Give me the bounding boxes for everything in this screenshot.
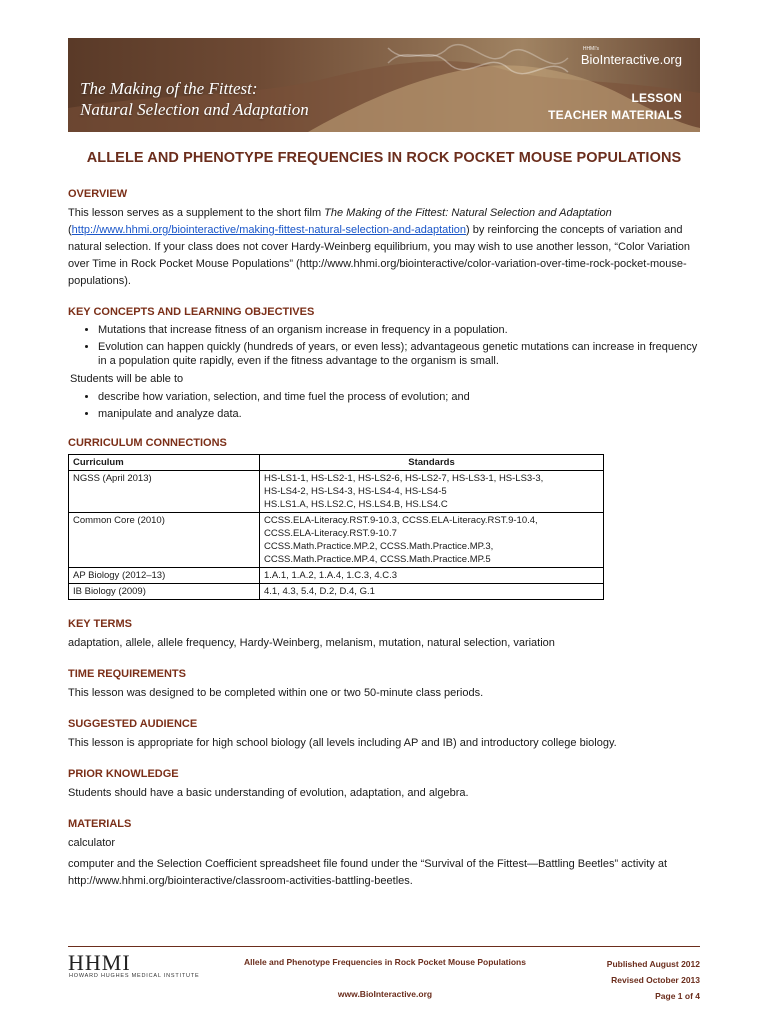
- standards-line: 4.1, 4.3, 5.4, D.2, D.4, G.1: [264, 586, 375, 597]
- overview-text-a: This lesson serves as a supplement to the short film: [68, 207, 325, 219]
- table-row: [69, 568, 604, 584]
- audience-text: This lesson is appropriate for high school biology (all levels including AP and IB) and introductory college biology.: [68, 737, 617, 749]
- footer-url[interactable]: www.BioInteractive.org: [337, 989, 433, 999]
- footer-publication-info: [607, 956, 700, 1004]
- lesson-label-line1: LESSON: [631, 91, 682, 105]
- footer-document-title: Allele and Phenotype Frequencies in Rock Pocket Mouse Populations: [244, 957, 526, 967]
- hhmi-logo-subtitle: HOWARD HUGHES MEDICAL INSTITUTE: [69, 973, 200, 979]
- page-number: Page 1 of 4: [655, 991, 700, 1001]
- logo-small-text: HHMI's: [582, 46, 600, 52]
- banner-title: [80, 78, 309, 120]
- materials-line1: calculator: [68, 837, 116, 849]
- column-header-curriculum: Curriculum: [69, 455, 260, 471]
- standards-cell: [260, 471, 604, 513]
- standards-line: CCSS.ELA-Literacy.RST.9-10.7: [264, 528, 397, 539]
- prior-knowledge-heading: PRIOR KNOWLEDGE: [68, 768, 179, 780]
- table-row: [69, 513, 604, 568]
- page-title: ALLELE AND PHENOTYPE FREQUENCIES IN ROCK POCKET MOUSE POPULATIONS: [86, 150, 682, 166]
- standards-line: 1.A.1, 1.A.2, 1.A.4, 1.C.3, 4.C.3: [264, 570, 398, 581]
- audience-heading: SUGGESTED AUDIENCE: [68, 718, 198, 730]
- time-text: This lesson was designed to be completed within one or two 50-minute class periods.: [68, 687, 484, 699]
- standards-line: HS.LS1.A, HS.LS2.C, HS.LS4.B, HS.LS4.C: [264, 499, 448, 510]
- header-banner: [68, 38, 700, 132]
- footer-divider: [68, 946, 700, 947]
- overview-text-c: ) by reinforcing the concepts of variation and natural selection. If your class does not cover Hardy-Weinberg equilibrium, you may wish to use another lesson, “Color Variation over Time in Rock Pocket Mouse Populations”: [68, 224, 690, 270]
- standards-line: CCSS.Math.Practice.MP.4, CCSS.Math.Practice.MP.5: [264, 554, 491, 565]
- curriculum-name: AP Biology (2012–13): [69, 568, 260, 584]
- hhmi-logo: HHMI: [68, 950, 131, 975]
- standards-line: CCSS.Math.Practice.MP.2, CCSS.Math.Practice.MP.3,: [264, 541, 494, 552]
- standards-line: CCSS.ELA-Literacy.RST.9-10.3, CCSS.ELA-Literacy.RST.9-10.4,: [264, 515, 538, 526]
- curriculum-name: IB Biology (2009): [69, 584, 260, 600]
- lesson-label-line2: TEACHER MATERIALS: [548, 108, 682, 122]
- curriculum-table: [68, 454, 604, 600]
- key-terms-text: adaptation, allele, allele frequency, Hardy-Weinberg, melanism, mutation, natural selection, variation: [68, 637, 555, 649]
- curriculum-name: NGSS (April 2013): [69, 471, 260, 513]
- curriculum-name: Common Core (2010): [69, 513, 260, 568]
- lesson-label: [548, 90, 682, 124]
- list-item: • describe how variation, selection, and time fuel the process of evolution; and: [98, 390, 700, 404]
- column-header-standards: Standards: [260, 455, 604, 471]
- standards-line: HS-LS4-2, HS-LS4-3, HS-LS4-4, HS-LS4-5: [264, 486, 447, 497]
- key-terms-heading: KEY TERMS: [68, 618, 132, 630]
- materials-line2: computer and the Selection Coefficient spreadsheet file found under the “Survival of the Fittest—Battling Beetles” activity at http://www.hhmi.org/biointeractive/classroom-activities-battling-beetles.: [68, 858, 668, 887]
- key-concepts-list: [68, 323, 700, 368]
- list-item: • Mutations that increase fitness of an organism increase in frequency in a population.: [98, 323, 700, 337]
- banner-title-line1: The Making of the Fittest:: [80, 79, 258, 98]
- biointeractive-logo: [581, 46, 682, 67]
- standards-cell: [260, 513, 604, 568]
- revised-date: Revised October 2013: [611, 975, 700, 985]
- curriculum-heading: CURRICULUM CONNECTIONS: [68, 437, 227, 449]
- students-intro: Students will be able to: [70, 373, 184, 385]
- overview-text-d: (http://www.hhmi.org/biointeractive/color-variation-over-time-rock-pocket-mouse-populations).: [68, 258, 687, 287]
- list-item: • manipulate and analyze data.: [98, 407, 700, 421]
- overview-link[interactable]: http://www.hhmi.org/biointeractive/making-fittest-natural-selection-and-adaptation: [71, 224, 467, 236]
- list-item: • Evolution can happen quickly (hundreds of years, or even less); advantageous genetic mutations can increase in frequency in a population quite rapidly, even if the fitness advantage to the organism is small.: [98, 340, 700, 368]
- published-date: Published August 2012: [606, 959, 700, 969]
- banner-title-line2: Natural Selection and Adaptation: [80, 100, 309, 119]
- document-body: [68, 186, 700, 890]
- logo-brand-text: BioInteractive.org: [580, 52, 682, 67]
- table-header-row: [69, 455, 604, 471]
- prior-knowledge-text: Students should have a basic understanding of evolution, adaptation, and algebra.: [68, 787, 469, 799]
- overview-text-b: (: [68, 224, 72, 236]
- key-concepts-heading: KEY CONCEPTS AND LEARNING OBJECTIVES: [68, 306, 315, 318]
- table-row: [69, 584, 604, 600]
- standards-cell: [260, 584, 604, 600]
- overview-paragraph: [68, 205, 700, 290]
- student-objectives-list: [68, 390, 700, 421]
- standards-cell: [260, 568, 604, 584]
- standards-line: HS-LS1-1, HS-LS2-1, HS-LS2-6, HS-LS2-7, HS-LS3-1, HS-LS3-3,: [264, 473, 544, 484]
- overview-film-title: The Making of the Fittest: Natural Selection and Adaptation: [324, 207, 612, 219]
- table-row: [69, 471, 604, 513]
- time-heading: TIME REQUIREMENTS: [68, 668, 186, 680]
- materials-heading: MATERIALS: [68, 818, 132, 830]
- overview-heading: OVERVIEW: [68, 188, 128, 200]
